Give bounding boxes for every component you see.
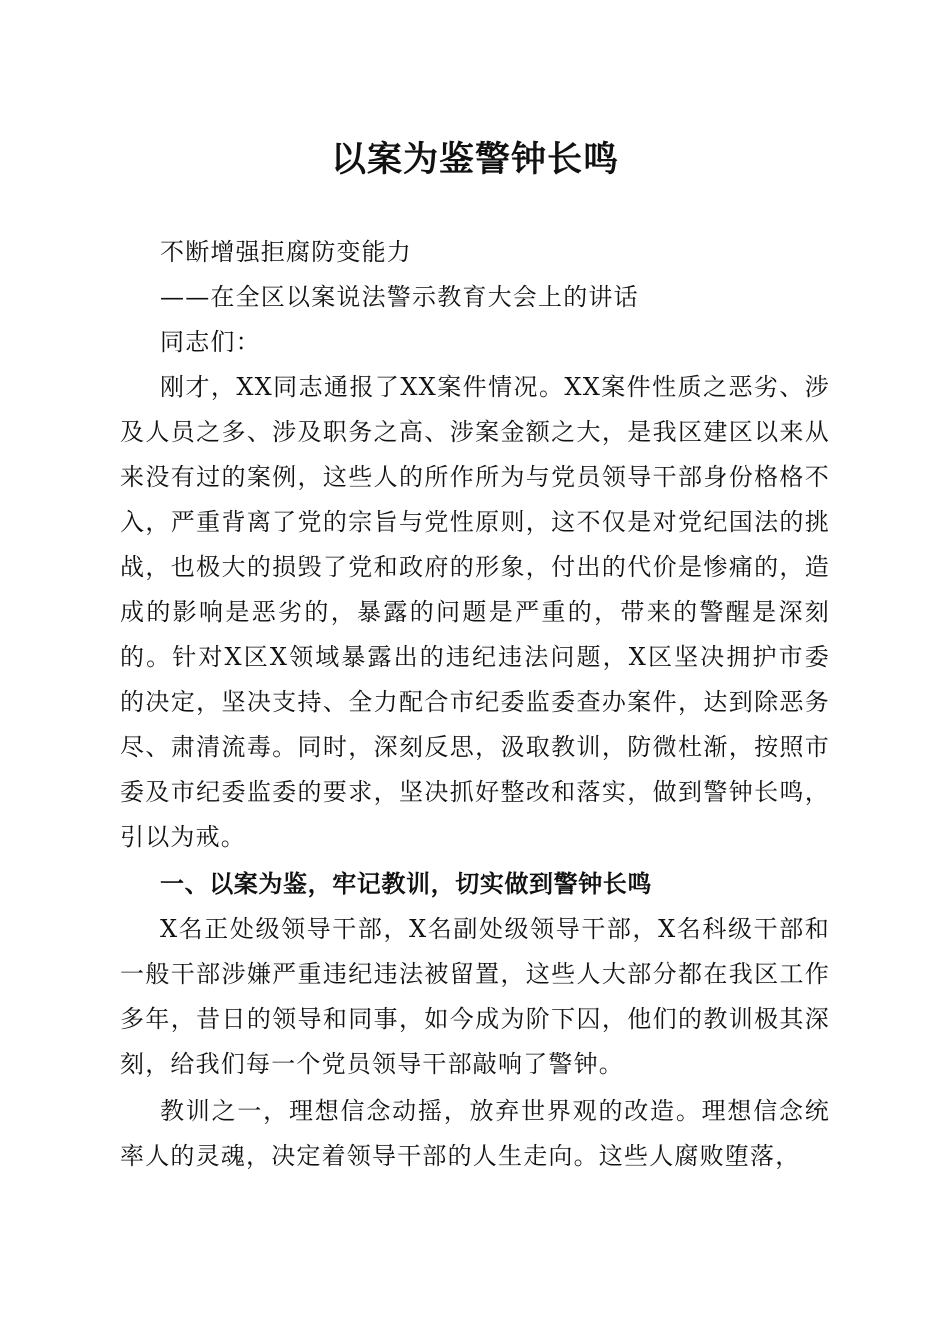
subtitle: 不断增强拒腐防变能力 bbox=[160, 238, 412, 266]
body-paragraph: 刚才，XX同志通报了XX案件情况。XX案件性质之恶劣、涉及人员之多、涉及职务之高、涉案金额之大，是我区建区以来从来没有过的案例，这些人的所作所为与党员领导干部身份格格不入，严重背离了党的宗旨与党性原则，这不仅是对党纪国法的挑战，也极大的损毁了党和政府的形象，付出的代价是惨痛的，造成的影响是恶劣的，暴露的问题是严重的，带来的警醒是深刻的。针对X区X领域暴露出的违纪违法问题，X区坚决拥护市委的决定，坚决支持、全力配合市纪委监委查办案件，达到除恶务尽、肃清流毒。同时，深刻反思，汲取教训，防微杜渐，按照市委及市纪委监委的要求，坚决抓好整改和落实，做到警钟长鸣，引以为戒。 bbox=[120, 373, 830, 851]
document-title: 以案为鉴警钟长鸣 bbox=[330, 139, 619, 180]
body-paragraph: X名正处级领导干部，X名副处级领导干部，X名科级干部和一般干部涉嫌严重违纪违法被留置，这些人大部分都在我区工作多年，昔日的领导和同事，如今成为阶下囚，他们的教训极其深刻，给我们每一个党员领导干部敲响了警钟。 bbox=[120, 915, 830, 1078]
occasion-line: ——在全区以案说法警示教育大会上的讲话 bbox=[160, 283, 639, 311]
salutation: 同志们： bbox=[160, 328, 261, 356]
body-paragraph: 教训之一，理想信念动摇，放弃世界观的改造。理想信念统率人的灵魂，决定着领导干部的人生走向。这些人腐败堕落， bbox=[120, 1097, 830, 1170]
document-body bbox=[120, 230, 830, 1179]
section-heading: 一、以案为鉴，牢记教训，切实做到警钟长鸣 bbox=[160, 870, 652, 898]
